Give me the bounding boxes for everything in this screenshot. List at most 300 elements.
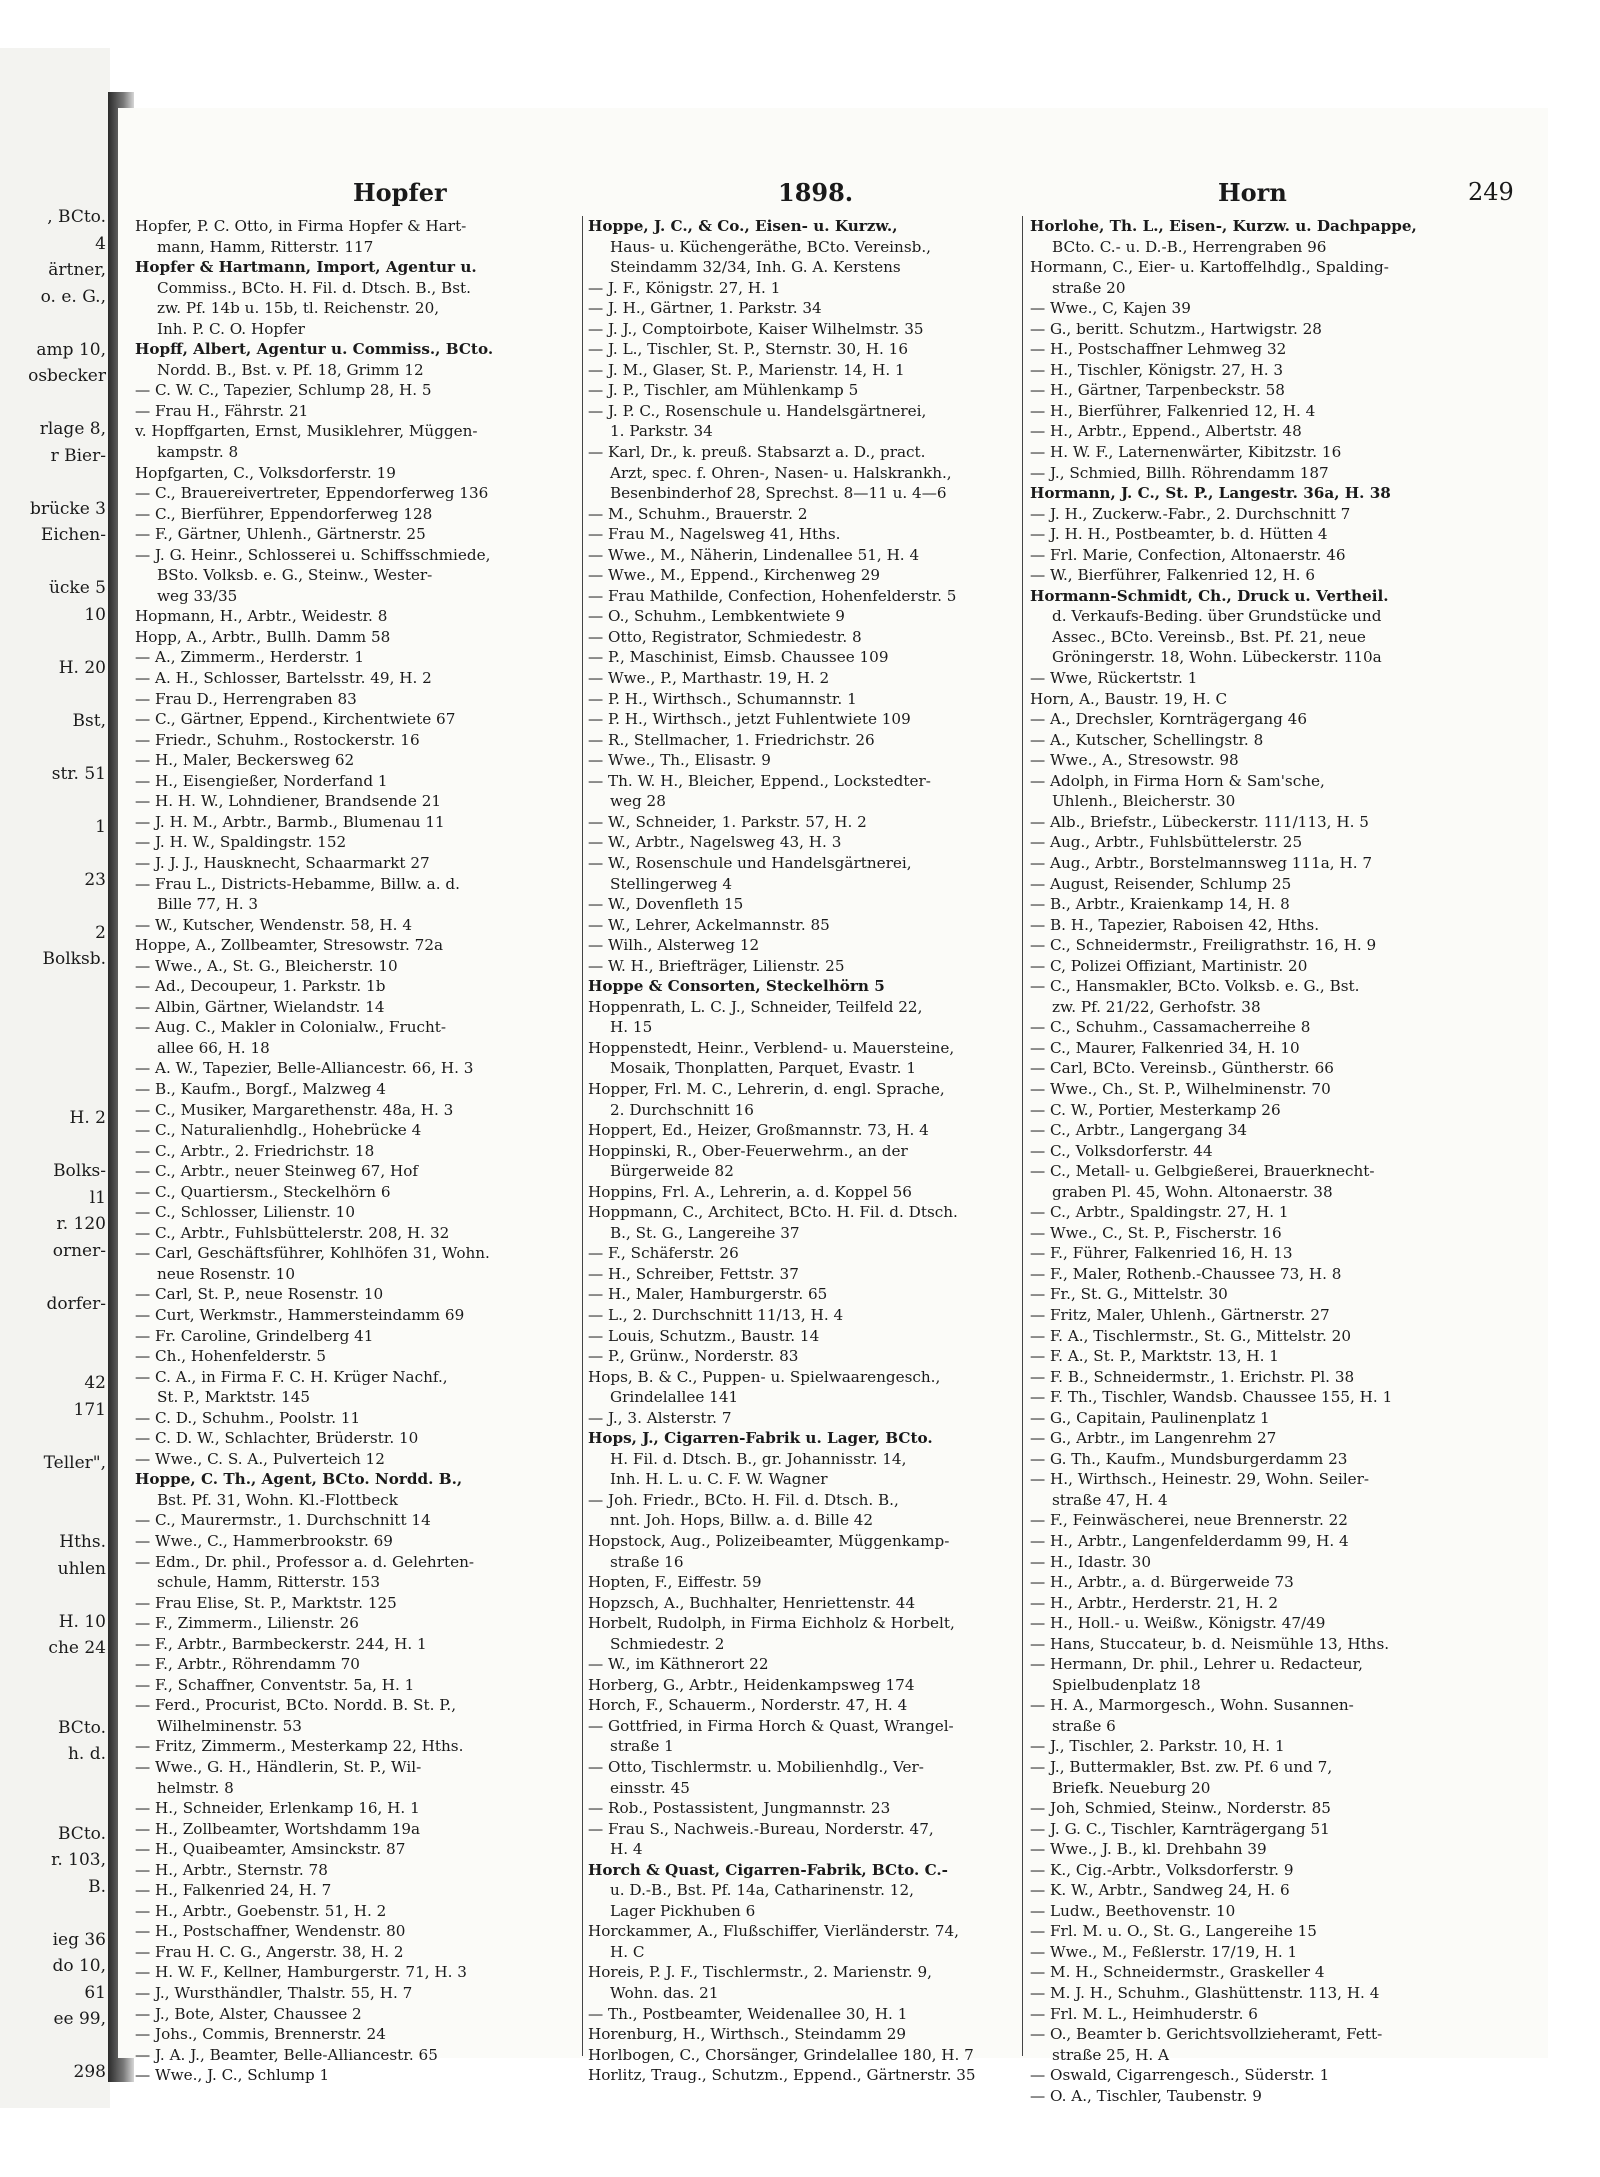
directory-entry: — H. W. F., Kellner, Hamburgerstr. 71, H. 3: [135, 1963, 467, 1982]
directory-entry: — J., Bote, Alster, Chaussee 2: [135, 2004, 362, 2023]
directory-entry: Horlbogen, C., Chorsänger, Grindelallee 180, H. 7: [588, 2045, 974, 2064]
directory-entry: — W., Schneider, 1. Parkstr. 57, H. 2: [588, 812, 867, 831]
previous-page-fragment: 61: [84, 1982, 106, 2003]
previous-page-fragment: dorfer-: [46, 1293, 106, 1314]
directory-entry: — Frau Elise, St. P., Marktstr. 125: [135, 1593, 397, 1612]
directory-entry: — J. A. J., Beamter, Belle-Alliancestr. 65: [135, 2045, 438, 2064]
previous-page-fragment: orner-: [52, 1240, 106, 1261]
directory-entry: Nordd. B., Bst. v. Pf. 18, Grimm 12: [157, 360, 424, 379]
directory-entry: — J. J. J., Hausknecht, Schaarmarkt 27: [135, 853, 430, 872]
directory-entry: — Hans, Stuccateur, b. d. Neismühle 13, Hths.: [1030, 1634, 1390, 1653]
directory-entry: — H., Postschaffner Lehmweg 32: [1030, 340, 1287, 359]
directory-entry: — Frau S., Nachweis.-Bureau, Norderstr. 47,: [588, 1819, 934, 1838]
directory-entry: — H., Arbtr., Sternstr. 78: [135, 1860, 328, 1879]
previous-page-fragment: 4: [95, 233, 106, 254]
directory-entry: zw. Pf. 14b u. 15b, tl. Reichenstr. 20,: [157, 299, 440, 318]
directory-entry: — F., Gärtner, Uhlenh., Gärtnerstr. 25: [135, 525, 426, 544]
previous-page-fragment: Bst,: [72, 710, 106, 731]
directory-entry: Hoppenstedt, Heinr., Verblend- u. Mauersteine,: [588, 1038, 955, 1057]
directory-entry: Wilhelminenstr. 53: [157, 1716, 302, 1735]
header-left-keyword: Hopfer: [353, 178, 447, 207]
directory-entry: — L., 2. Durchschnitt 11/13, H. 4: [588, 1305, 844, 1324]
directory-entry: Horckammer, A., Flußschiffer, Vierländerstr. 74,: [588, 1922, 959, 1941]
directory-entry: Hoppinski, R., Ober-Feuerwehrm., an der: [588, 1141, 908, 1160]
previous-page-fragment: Eichen-: [40, 525, 106, 545]
directory-entry: — Frl. M. u. O., St. G., Langereihe 15: [1030, 1922, 1317, 1941]
directory-entry: — O., Schuhm., Lembkentwiete 9: [588, 607, 845, 626]
directory-entry: mann, Hamm, Ritterstr. 117: [157, 237, 374, 256]
directory-entry: — W., Bierführer, Falkenried 12, H. 6: [1030, 566, 1315, 585]
directory-entry: — C., Schneidermstr., Freiligrathstr. 16, H. 9: [1030, 936, 1377, 955]
directory-entry: — Wwe., Th., Elisastr. 9: [588, 751, 771, 770]
directory-entry: — B. H., Tapezier, Raboisen 42, Hths.: [1030, 915, 1320, 934]
directory-entry: — H., Maler, Beckersweg 62: [135, 751, 355, 770]
previous-page-fragment: Bolks-: [53, 1161, 106, 1181]
directory-entry: Inh. P. C. O. Hopfer: [157, 319, 305, 338]
previous-page-fragment: , BCto.: [47, 207, 106, 227]
directory-entry: — Wilh., Alsterweg 12: [588, 936, 760, 955]
directory-entry: — Wwe., A., St. G., Bleicherstr. 10: [135, 956, 398, 975]
directory-entry: — F. Th., Tischler, Wandsb. Chaussee 155, H. 1: [1030, 1388, 1393, 1407]
previous-page-fragment: Bolksb.: [42, 949, 106, 969]
directory-entry: — C., Bierführer, Eppendorferweg 128: [135, 504, 433, 523]
directory-entry: — Wwe., C., St. P., Fischerstr. 16: [1030, 1223, 1282, 1242]
previous-page-fragment: Hths.: [59, 1532, 106, 1552]
directory-entry: — H., Arbtr., a. d. Bürgerweide 73: [1030, 1573, 1294, 1592]
directory-entry: straße 1: [610, 1737, 674, 1756]
directory-entry: Hoppe & Consorten, Steckelhörn 5: [588, 977, 885, 996]
directory-entry: straße 47, H. 4: [1052, 1490, 1168, 1509]
directory-entry: Horenburg, H., Wirthsch., Steindamm 29: [588, 2025, 907, 2044]
directory-entry: — Wwe., C, Kajen 39: [1030, 299, 1191, 318]
directory-entry: — C. D., Schuhm., Poolstr. 11: [135, 1408, 361, 1427]
directory-entry: Hormann-Schmidt, Ch., Druck u. Vertheil.: [1030, 586, 1389, 605]
directory-entry: — Wwe., G. H., Händlerin, St. P., Wil-: [135, 1758, 422, 1777]
directory-entry: — Frau H. C. G., Angerstr. 38, H. 2: [135, 1942, 404, 1961]
directory-entry: weg 28: [610, 792, 666, 811]
previous-page-fragment: H. 2: [69, 1108, 106, 1128]
directory-entry: — Frau D., Herrengraben 83: [135, 689, 357, 708]
directory-entry: — C., Schlosser, Lilienstr. 10: [135, 1203, 355, 1222]
directory-entry: H. C: [610, 1942, 645, 1961]
directory-entry: — Wwe., C. S. A., Pulverteich 12: [135, 1449, 385, 1468]
directory-entry: helmstr. 8: [157, 1778, 234, 1797]
directory-entry: — M., Schuhm., Brauerstr. 2: [588, 504, 808, 523]
page-number: 249: [1468, 178, 1514, 206]
previous-page-fragment: 298: [73, 2062, 106, 2082]
directory-entry: — J., Tischler, 2. Parkstr. 10, H. 1: [1030, 1737, 1285, 1756]
previous-page-fragment: osbecker: [28, 366, 106, 386]
directory-entry: Hopzsch, A., Buchhalter, Henriettenstr. 44: [588, 1593, 916, 1612]
directory-entry: Hoppmann, C., Architect, BCto. H. Fil. d. Dtsch.: [588, 1203, 958, 1222]
directory-entry: — Wwe., J. C., Schlump 1: [135, 2066, 330, 2085]
previous-page-fragment: che 24: [48, 1638, 106, 1658]
directory-entry: — C., Quartiersm., Steckelhörn 6: [135, 1182, 391, 1201]
directory-entry: — F., Schaffner, Conventstr. 5a, H. 1: [135, 1675, 415, 1694]
directory-entry: — H., Bierführer, Falkenried 12, H. 4: [1030, 401, 1316, 420]
previous-page-fragment: 171: [73, 1399, 106, 1420]
directory-entry: Hopstock, Aug., Polizeibeamter, Müggenkamp-: [588, 1532, 950, 1550]
directory-entry: — C. W. C., Tapezier, Schlump 28, H. 5: [135, 381, 432, 400]
directory-entry: — Aug. C., Makler in Colonialw., Frucht-: [135, 1018, 447, 1037]
previous-page-fragment: amp 10,: [36, 339, 106, 360]
directory-entry: — H., Maler, Hamburgerstr. 65: [588, 1285, 828, 1304]
directory-entry: Horch & Quast, Cigarren-Fabrik, BCto. C.-: [588, 1860, 948, 1879]
directory-entry: — Wwe., J. B., kl. Drehbahn 39: [1030, 1840, 1267, 1859]
directory-entry: — J. H. M., Arbtr., Barmb., Blumenau 11: [135, 812, 445, 831]
directory-entry: — W., Arbtr., Nagelsweg 43, H. 3: [588, 833, 842, 852]
directory-entry: — Wwe, Rückertstr. 1: [1030, 669, 1198, 688]
directory-entry: — Frau M., Nagelsweg 41, Hths.: [588, 525, 841, 544]
directory-entry: — J. P., Tischler, am Mühlenkamp 5: [588, 381, 859, 400]
directory-entry: einsstr. 45: [610, 1778, 690, 1797]
directory-entry: — Rob., Postassistent, Jungmannstr. 23: [588, 1799, 891, 1818]
directory-entry: — H., Holl.- u. Weißw., Königstr. 47/49: [1030, 1614, 1326, 1633]
directory-entry: Horberg, G., Arbtr., Heidenkampsweg 174: [588, 1675, 915, 1694]
directory-entry: Horlitz, Traug., Schutzm., Eppend., Gärtnerstr. 35: [588, 2066, 976, 2085]
directory-entry: Horn, A., Baustr. 19, H. C: [1030, 689, 1228, 708]
directory-entry: H. 15: [610, 1018, 653, 1037]
directory-entry: Horch, F., Schauerm., Norderstr. 47, H. 4: [588, 1696, 908, 1715]
directory-entry: — C. W., Portier, Mesterkamp 26: [1030, 1100, 1281, 1119]
directory-entry: — C., Arbtr., Spaldingstr. 27, H. 1: [1030, 1203, 1289, 1222]
directory-entry: — J. J., Comptoirbote, Kaiser Wilhelmstr. 35: [588, 319, 924, 338]
directory-entry: — Edm., Dr. phil., Professor a. d. Gelehrten-: [135, 1552, 474, 1571]
directory-entry: neue Rosenstr. 10: [157, 1264, 295, 1283]
directory-entry: — Otto, Tischlermstr. u. Mobilienhdlg., Ver-: [588, 1758, 924, 1777]
directory-entry: — Ch., Hohenfelderstr. 5: [135, 1347, 327, 1366]
previous-page-fragment: H. 10: [58, 1611, 106, 1632]
directory-entry: Bille 77, H. 3: [157, 895, 259, 914]
directory-entry: — G., Capitain, Paulinenplatz 1: [1030, 1408, 1270, 1427]
directory-entry: — Fr., St. G., Mittelstr. 30: [1030, 1285, 1228, 1304]
directory-entry: — C. D. W., Schlachter, Brüderstr. 10: [135, 1429, 419, 1448]
previous-page-fragment: 23: [84, 869, 106, 890]
directory-entry: Bst. Pf. 31, Wohn. Kl.-Flottbeck: [157, 1490, 398, 1509]
directory-entry: — J. L., Tischler, St. P., Sternstr. 30, H. 16: [588, 340, 908, 359]
previous-page-fragment: r. 120: [56, 1214, 106, 1234]
directory-entry: d. Verkaufs-Beding. über Grundstücke und: [1052, 607, 1382, 626]
directory-entry: — C., Brauereivertreter, Eppendorferweg 136: [135, 484, 489, 503]
directory-entry: — A. W., Tapezier, Belle-Alliancestr. 66, H. 3: [135, 1059, 474, 1078]
directory-entry: — C., Gärtner, Eppend., Kirchentwiete 67: [135, 710, 456, 729]
directory-entry: — Oswald, Cigarrengesch., Süderstr. 1: [1030, 2066, 1330, 2085]
directory-entry: BSto. Volksb. e. G., Steinw., Wester-: [157, 566, 433, 585]
directory-column-2: [588, 216, 1018, 2086]
previous-page-fragment: ücke 5: [48, 578, 106, 598]
directory-entry: — H., Arbtr., Herderstr. 21, H. 2: [1030, 1593, 1279, 1612]
directory-entry: Grindelallee 141: [610, 1388, 739, 1407]
directory-entry: — H., Arbtr., Langenfelderdamm 99, H. 4: [1030, 1532, 1349, 1550]
previous-page-fragment: ee 99,: [53, 2009, 106, 2029]
previous-page-fragment: uhlen: [57, 1558, 106, 1579]
previous-page-fragment: r. 103,: [51, 1850, 106, 1870]
directory-entry: — H., Eisengießer, Norderfand 1: [135, 771, 388, 790]
directory-entry: Hoppenrath, L. C. J., Schneider, Teilfeld 22,: [588, 997, 923, 1016]
directory-entry: Hops, B. & C., Puppen- u. Spielwaarengesch.,: [588, 1367, 941, 1386]
previous-page-fragment: 10: [84, 604, 106, 625]
directory-entry: — F. A., St. P., Marktstr. 13, H. 1: [1030, 1347, 1279, 1366]
directory-entry: 2. Durchschnitt 16: [610, 1100, 754, 1119]
directory-entry: nnt. Joh. Hops, Billw. a. d. Bille 42: [610, 1511, 874, 1530]
directory-entry: v. Hopffgarten, Ernst, Musiklehrer, Müggen-: [135, 422, 478, 441]
directory-entry: — B., Kaufm., Borgf., Malzweg 4: [135, 1079, 386, 1098]
directory-entry: Hormann, J. C., St. P., Langestr. 36a, H. 38: [1030, 484, 1391, 503]
directory-entry: — Wwe., A., Stresowstr. 98: [1030, 751, 1239, 770]
directory-entry: — H., Arbtr., Eppend., Albertstr. 48: [1030, 422, 1302, 441]
directory-entry: — Wwe., C., Hammerbrookstr. 69: [135, 1532, 393, 1550]
directory-entry: Hops, J., Cigarren-Fabrik u. Lager, BCto.: [588, 1429, 933, 1448]
directory-entry: — August, Reisender, Schlump 25: [1030, 874, 1292, 893]
directory-entry: — Albin, Gärtner, Wielandstr. 14: [135, 997, 385, 1016]
directory-entry: — Louis, Schutzm., Baustr. 14: [588, 1326, 820, 1345]
directory-entry: Horlohe, Th. L., Eisen-, Kurzw. u. Dachpappe,: [1030, 217, 1417, 235]
directory-entry: — Gottfried, in Firma Horch & Quast, Wrangel-: [588, 1716, 954, 1735]
directory-entry: — Wwe., M., Eppend., Kirchenweg 29: [588, 566, 881, 585]
directory-entry: — C, Polizei Offiziant, Martinistr. 20: [1030, 956, 1308, 975]
directory-entry: — A., Kutscher, Schellingstr. 8: [1030, 730, 1264, 749]
directory-entry: — G., beritt. Schutzm., Hartwigstr. 28: [1030, 319, 1322, 338]
directory-entry: Assec., BCto. Vereinsb., Bst. Pf. 21, neue: [1052, 627, 1366, 646]
page-header: [128, 178, 1538, 218]
directory-entry: graben Pl. 45, Wohn. Altonaerstr. 38: [1052, 1182, 1333, 1201]
directory-entry: — H., Idastr. 30: [1030, 1552, 1151, 1571]
directory-entry: — Friedr., Schuhm., Rostockerstr. 16: [135, 730, 420, 749]
previous-page-edge: [0, 48, 110, 2108]
previous-page-fragment: o. e. G.,: [40, 286, 106, 307]
directory-entry: Hoppe, A., Zollbeamter, Stresowstr. 72a: [135, 936, 444, 955]
directory-entry: Hopff, Albert, Agentur u. Commiss., BCto.: [135, 340, 494, 359]
directory-entry: — H. A., Marmorgesch., Wohn. Susannen-: [1030, 1696, 1354, 1715]
directory-entry: — J. G. C., Tischler, Karnträgergang 51: [1030, 1819, 1330, 1838]
directory-entry: — C., Metall- u. Gelbgießerei, Brauerknecht-: [1030, 1162, 1375, 1181]
directory-entry: — H., Tischler, Königstr. 27, H. 3: [1030, 360, 1284, 379]
directory-entry: — F. A., Tischlermstr., St. G., Mittelstr. 20: [1030, 1326, 1352, 1345]
directory-entry: — Wwe., Ch., St. P., Wilhelminenstr. 70: [1030, 1079, 1331, 1098]
directory-entry: — C., Maurermstr., 1. Durchschnitt 14: [135, 1511, 431, 1530]
previous-page-fragment: BCto.: [58, 1717, 106, 1738]
directory-entry: — J. P. C., Rosenschule u. Handelsgärtnerei,: [588, 401, 927, 420]
previous-page-fragment: do 10,: [52, 1956, 106, 1976]
directory-entry: — Ad., Decoupeur, 1. Parkstr. 1b: [135, 977, 386, 996]
directory-entry: straße 16: [610, 1552, 684, 1571]
directory-entry: kampstr. 8: [157, 443, 239, 462]
directory-entry: — Frl. M. L., Heimhuderstr. 6: [1030, 2004, 1258, 2023]
directory-entry: — K., Cig.-Arbtr., Volksdorferstr. 9: [1030, 1860, 1294, 1879]
directory-entry: straße 6: [1052, 1716, 1116, 1735]
directory-entry: B., St. G., Langereihe 37: [610, 1223, 800, 1242]
directory-entry: — Joh. Friedr., BCto. H. Fil. d. Dtsch. B.,: [588, 1490, 899, 1509]
directory-entry: — Fritz, Zimmerm., Mesterkamp 22, Hths.: [135, 1737, 464, 1756]
previous-page-fragment: 1: [95, 816, 106, 837]
directory-entry: — Frl. Marie, Confection, Altonaerstr. 46: [1030, 545, 1346, 564]
directory-entry: — Adolph, in Firma Horn & Sam'sche,: [1030, 771, 1325, 790]
directory-entry: — O. A., Tischler, Taubenstr. 9: [1030, 2086, 1262, 2105]
previous-page-fragment: brücke 3: [29, 498, 106, 519]
previous-page-fragment: str. 51: [51, 763, 106, 784]
directory-entry: — C., Schuhm., Cassamacherreihe 8: [1030, 1018, 1311, 1037]
directory-entry: — Th., Postbeamter, Weidenallee 30, H. 1: [588, 2004, 908, 2023]
directory-entry: Horbelt, Rudolph, in Firma Eichholz & Horbelt,: [588, 1614, 955, 1633]
directory-entry: — H. H. W., Lohndiener, Brandsende 21: [135, 792, 442, 811]
directory-entry: — W., Rosenschule und Handelsgärtnerei,: [588, 853, 912, 872]
directory-entry: Bürgerweide 82: [610, 1162, 734, 1181]
previous-page-fragment: BCto.: [58, 1823, 106, 1844]
directory-entry: BCto. C.- u. D.-B., Herrengraben 96: [1052, 237, 1327, 256]
directory-entry: u. D.-B., Bst. Pf. 14a, Catharinenstr. 12,: [610, 1881, 914, 1900]
directory-entry: — B., Arbtr., Kraienkamp 14, H. 8: [1030, 895, 1290, 914]
directory-entry: — Carl, BCto. Vereinsb., Güntherstr. 66: [1030, 1059, 1334, 1078]
directory-entry: — Frau Mathilde, Confection, Hohenfelderstr. 5: [588, 586, 957, 605]
previous-page-fragment: ieg 36: [52, 1929, 106, 1950]
directory-entry: H. 4: [610, 1840, 643, 1859]
directory-entry: Hopper, Frl. M. C., Lehrerin, d. engl. Sprache,: [588, 1079, 945, 1098]
directory-entry: — F. B., Schneidermstr., 1. Erichstr. Pl. 38: [1030, 1367, 1355, 1386]
directory-entry: — Fr. Caroline, Grindelberg 41: [135, 1326, 374, 1345]
directory-entry: — J. H. H., Postbeamter, b. d. Hütten 4: [1030, 525, 1328, 544]
directory-entry: — J. M., Glaser, St. P., Marienstr. 14, H. 1: [588, 360, 905, 379]
header-year: 1898.: [778, 178, 854, 207]
directory-entry: — Johs., Commis, Brennerstr. 24: [135, 2025, 386, 2044]
previous-page-fragment: ärtner,: [48, 260, 106, 280]
directory-entry: — J., 3. Alsterstr. 7: [588, 1408, 732, 1427]
directory-entry: Lager Pickhuben 6: [610, 1901, 756, 1920]
directory-entry: — H., Schreiber, Fettstr. 37: [588, 1264, 799, 1283]
directory-entry: — P. H., Wirthsch., jetzt Fuhlentwiete 109: [588, 710, 911, 729]
directory-entry: — G. Th., Kaufm., Mundsburgerdamm 23: [1030, 1449, 1348, 1468]
directory-column-1: [135, 216, 565, 2086]
directory-entry: Wohn. das. 21: [610, 1984, 719, 2003]
directory-entry: — J. H. W., Spaldingstr. 152: [135, 833, 347, 852]
directory-entry: — J. F., Königstr. 27, H. 1: [588, 278, 781, 297]
directory-entry: — H., Schneider, Erlenkamp 16, H. 1: [135, 1799, 420, 1818]
directory-entry: Commiss., BCto. H. Fil. d. Dtsch. B., Bst.: [157, 278, 471, 297]
directory-entry: — P. H., Wirthsch., Schumannstr. 1: [588, 689, 857, 708]
directory-entry: Steindamm 32/34, Inh. G. A. Kerstens: [610, 258, 901, 277]
directory-entry: — J. H., Gärtner, 1. Parkstr. 34: [588, 299, 822, 318]
directory-entry: — A., Drechsler, Kornträgergang 46: [1030, 710, 1308, 729]
directory-entry: Hopfer, P. C. Otto, in Firma Hopfer & Hart-: [135, 217, 467, 235]
directory-entry: — Hermann, Dr. phil., Lehrer u. Redacteur,: [1030, 1655, 1363, 1674]
previous-page-fragment: h. d.: [67, 1744, 106, 1764]
directory-entry: Hopp, A., Arbtr., Bullh. Damm 58: [135, 627, 391, 646]
directory-entry: — J., Wursthändler, Thalstr. 55, H. 7: [135, 1984, 413, 2003]
directory-entry: H. Fil. d. Dtsch. B., gr. Johannisstr. 14,: [610, 1449, 907, 1468]
directory-entry: — J. G. Heinr., Schlosserei u. Schiffsschmiede,: [135, 545, 491, 564]
directory-entry: — O., Beamter b. Gerichtsvollzieheramt, Fett-: [1030, 2025, 1383, 2044]
directory-entry: Arzt, spec. f. Ohren-, Nasen- u. Halskrankh.,: [610, 463, 952, 482]
directory-entry: Gröningerstr. 18, Wohn. Lübeckerstr. 110a: [1052, 648, 1382, 667]
directory-entry: — Aug., Arbtr., Fuhlsbüttelerstr. 25: [1030, 833, 1303, 852]
directory-entry: — F., Schäferstr. 26: [588, 1244, 739, 1263]
directory-entry: — J. H., Zuckerw.-Fabr., 2. Durchschnitt 7: [1030, 504, 1351, 523]
directory-entry: Briefk. Neueburg 20: [1052, 1778, 1211, 1797]
directory-entry: Schmiedestr. 2: [610, 1634, 725, 1653]
directory-entry: Hopten, F., Eiffestr. 59: [588, 1573, 762, 1592]
directory-entry: — C., Arbtr., Langergang 34: [1030, 1121, 1248, 1140]
directory-entry: — F., Führer, Falkenried 16, H. 13: [1030, 1244, 1293, 1263]
directory-entry: zw. Pf. 21/22, Gerhofstr. 38: [1052, 997, 1261, 1016]
directory-entry: — C., Arbtr., 2. Friedrichstr. 18: [135, 1141, 375, 1160]
directory-entry: — W., im Käthnerort 22: [588, 1655, 769, 1674]
directory-entry: — Otto, Registrator, Schmiedestr. 8: [588, 627, 862, 646]
directory-entry: — C., Arbtr., Fuhlsbüttelerstr. 208, H. 32: [135, 1223, 450, 1242]
directory-entry: — H., Postschaffner, Wendenstr. 80: [135, 1922, 406, 1941]
directory-entry: straße 20: [1052, 278, 1126, 297]
previous-page-fragment: l1: [89, 1187, 106, 1208]
directory-entry: straße 25, H. A: [1052, 2045, 1170, 2064]
directory-entry: Haus- u. Küchengeräthe, BCto. Vereinsb.,: [610, 237, 931, 256]
directory-entry: — Aug., Arbtr., Borstelmannsweg 111a, H. 7: [1030, 853, 1373, 872]
directory-entry: — J., Buttermakler, Bst. zw. Pf. 6 und 7,: [1030, 1758, 1333, 1777]
directory-entry: — Frau H., Fährstr. 21: [135, 401, 309, 420]
directory-entry: — C., Hansmakler, BCto. Volksb. e. G., Bst.: [1030, 977, 1360, 996]
directory-entry: Uhlenh., Bleicherstr. 30: [1052, 792, 1236, 811]
directory-entry: — C., Volksdorferstr. 44: [1030, 1141, 1213, 1160]
directory-entry: — F., Arbtr., Röhrendamm 70: [135, 1655, 360, 1674]
directory-entry: weg 33/35: [157, 586, 238, 605]
directory-entry: — W. H., Briefträger, Lilienstr. 25: [588, 956, 845, 975]
directory-entry: — C., Maurer, Falkenried 34, H. 10: [1030, 1038, 1300, 1057]
directory-entry: — G., Arbtr., im Langenrehm 27: [1030, 1429, 1277, 1448]
directory-entry: — Frau L., Districts-Hebamme, Billw. a. d.: [135, 874, 460, 893]
directory-entry: Mosaik, Thonplatten, Parquet, Evastr. 1: [610, 1059, 916, 1078]
directory-entry: — H. W. F., Laternenwärter, Kibitzstr. 16: [1030, 443, 1342, 462]
directory-entry: — H., Wirthsch., Heinestr. 29, Wohn. Seiler-: [1030, 1470, 1370, 1489]
directory-entry: — J., Schmied, Billh. Röhrendamm 187: [1030, 463, 1329, 482]
directory-entry: — Ferd., Procurist, BCto. Nordd. B. St. P.,: [135, 1696, 457, 1715]
directory-entry: — Wwe., P., Marthastr. 19, H. 2: [588, 669, 830, 688]
directory-entry: Inh. H. L. u. C. F. W. Wagner: [610, 1470, 828, 1489]
directory-entry: Hopfgarten, C., Volksdorferstr. 19: [135, 463, 396, 482]
directory-entry: — Wwe., M., Feßlerstr. 17/19, H. 1: [1030, 1942, 1298, 1961]
directory-entry: — H., Zollbeamter, Wortshdamm 19a: [135, 1819, 421, 1838]
directory-entry: — Joh, Schmied, Steinw., Norderstr. 85: [1030, 1799, 1331, 1818]
directory-entry: — Curt, Werkmstr., Hammersteindamm 69: [135, 1305, 465, 1324]
directory-entry: Hoppert, Ed., Heizer, Großmannstr. 73, H. 4: [588, 1121, 929, 1140]
column-divider: [1022, 216, 1023, 2056]
directory-entry: — M. H., Schneidermstr., Graskeller 4: [1030, 1963, 1325, 1982]
column-divider: [582, 216, 583, 2056]
previous-page-fragment: B.: [88, 1876, 106, 1897]
directory-entry: — K. W., Arbtr., Sandweg 24, H. 6: [1030, 1881, 1290, 1900]
directory-entry: Horeis, P. J. F., Tischlermstr., 2. Marienstr. 9,: [588, 1963, 932, 1982]
directory-entry: — W., Kutscher, Wendenstr. 58, H. 4: [135, 915, 412, 934]
directory-entry: — Karl, Dr., k. preuß. Stabsarzt a. D., pract.: [588, 443, 926, 462]
directory-entry: — Th. W. H., Bleicher, Eppend., Lockstedter-: [588, 771, 931, 790]
directory-entry: — W., Lehrer, Ackelmannstr. 85: [588, 915, 830, 934]
previous-page-fragment: r Bier-: [50, 445, 106, 466]
directory-entry: — F., Feinwäscherei, neue Brennerstr. 22: [1030, 1511, 1348, 1530]
directory-entry: — F., Zimmerm., Lilienstr. 26: [135, 1614, 359, 1633]
directory-entry: Hoppe, J. C., & Co., Eisen- u. Kurzw.,: [588, 217, 898, 235]
directory-entry: allee 66, H. 18: [157, 1038, 270, 1057]
directory-entry: Hoppins, Frl. A., Lehrerin, a. d. Koppel 56: [588, 1182, 912, 1201]
directory-entry: Besenbinderhof 28, Sprechst. 8—11 u. 4—6: [610, 484, 947, 503]
directory-entry: — W., Dovenfleth 15: [588, 895, 744, 914]
directory-entry: — C. A., in Firma F. C. H. Krüger Nachf.,: [135, 1367, 448, 1386]
directory-entry: Hopmann, H., Arbtr., Weidestr. 8: [135, 607, 388, 626]
directory-entry: Spielbudenplatz 18: [1052, 1675, 1201, 1694]
directory-entry: — H., Gärtner, Tarpenbeckstr. 58: [1030, 381, 1285, 400]
directory-entry: — Alb., Briefstr., Lübeckerstr. 111/113, H. 5: [1030, 812, 1369, 831]
directory-entry: — R., Stellmacher, 1. Friedrichstr. 26: [588, 730, 875, 749]
directory-entry: 1. Parkstr. 34: [610, 422, 713, 441]
directory-entry: — Carl, Geschäftsführer, Kohlhöfen 31, Wohn.: [135, 1244, 490, 1263]
header-right-keyword: Horn: [1218, 178, 1287, 207]
directory-entry: — Fritz, Maler, Uhlenh., Gärtnerstr. 27: [1030, 1305, 1330, 1324]
directory-entry: — Carl, St. P., neue Rosenstr. 10: [135, 1285, 384, 1304]
